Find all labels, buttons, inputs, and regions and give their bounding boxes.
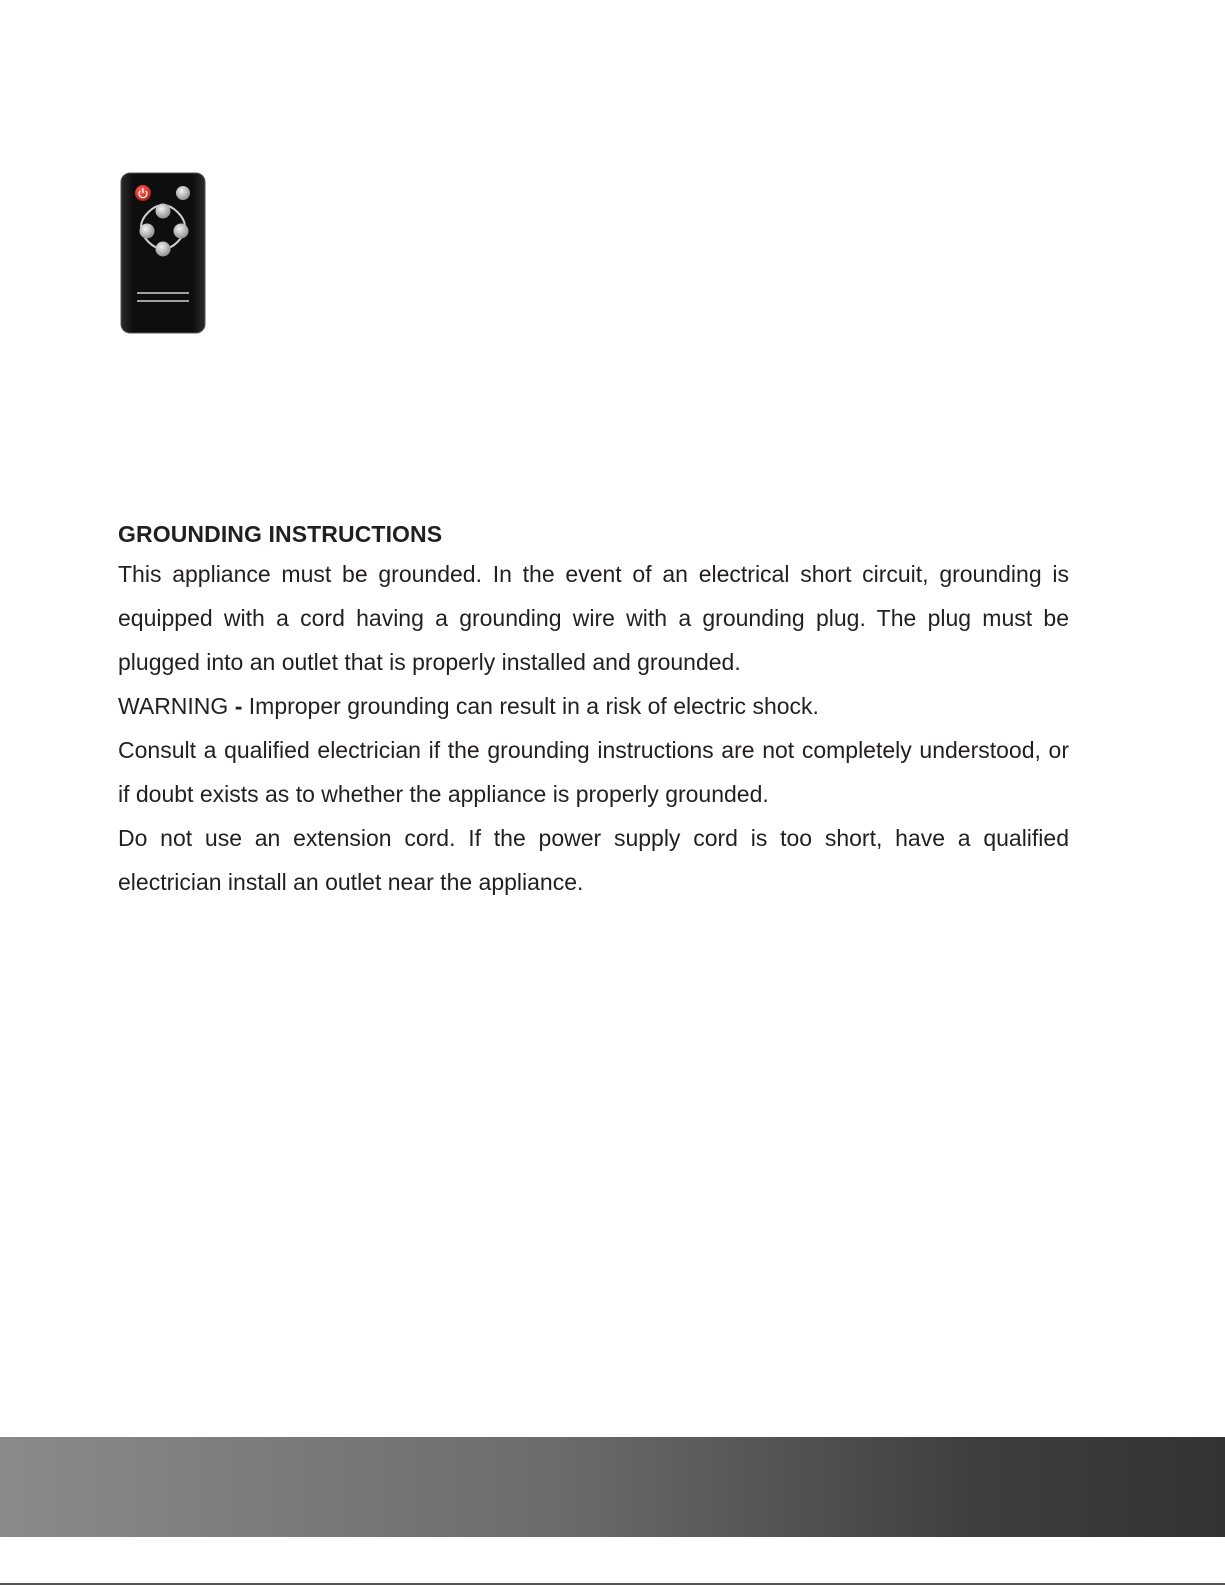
warning-dash: - (234, 693, 243, 719)
warning-label: WARNING (118, 693, 229, 719)
right-button-icon (174, 224, 189, 239)
consult-electrician-paragraph: Consult a qualified electrician if the grounding instructions are not completely understood, or if doubt exists as to whether the appliance is properly grounded. (118, 737, 1069, 807)
remote-control-icon (117, 171, 209, 336)
warning-line (118, 684, 1069, 728)
section-heading: GROUNDING INSTRUCTIONS (118, 521, 443, 547)
remote-control-image (117, 171, 209, 336)
footer-band (0, 1437, 1225, 1537)
extension-cord-paragraph: Do not use an extension cord. If the power supply cord is too short, have a qualified electrician install an outlet near the appliance. (118, 825, 1069, 895)
warning-text: Improper grounding can result in a risk of electric shock. (248, 693, 819, 719)
grounding-paragraph: This appliance must be grounded. In the event of an electrical short circuit, grounding is equipped with a cord having a grounding wire with a grounding plug. The plug must be plugged into an outlet that is properly installed and grounded. (118, 561, 1069, 675)
up-button-icon (156, 204, 171, 219)
down-button-icon (156, 242, 171, 257)
grounding-instructions-section (118, 518, 1069, 904)
left-button-icon (140, 224, 155, 239)
mode-button-icon (176, 186, 190, 200)
